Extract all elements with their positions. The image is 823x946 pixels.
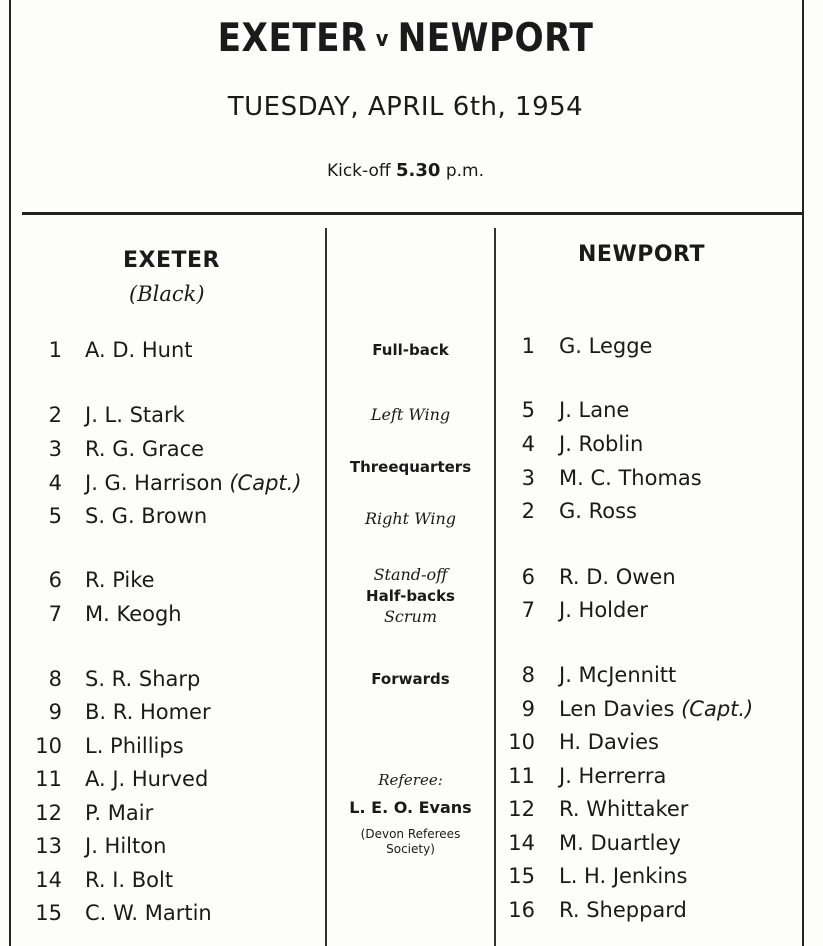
exeter-player-name: J. Hilton	[85, 834, 167, 858]
position-full-back: Full-back	[372, 341, 449, 359]
exeter-number: 9	[48, 700, 62, 724]
away-team-title: NEWPORT	[397, 16, 594, 61]
exeter-colour: (Black)	[129, 282, 205, 306]
kickoff-suffix: p.m.	[445, 161, 485, 181]
newport-number: 2	[521, 499, 535, 523]
newport-player-name: J. Roblin	[559, 432, 644, 456]
newport-player-name: J. Herrerra	[559, 764, 667, 788]
referee-society-line2: Society)	[386, 842, 435, 856]
referee-label: Referee:	[378, 771, 443, 789]
exeter-number: 14	[35, 868, 62, 892]
newport-number: 15	[508, 864, 535, 888]
newport-player-name: G. Legge	[559, 334, 653, 358]
newport-number: 1	[521, 334, 535, 358]
referee-society-line1: (Devon Referees	[360, 827, 461, 841]
exeter-player-name: J. L. Stark	[85, 403, 185, 427]
position-half-backs: Half-backs	[366, 587, 455, 605]
captain-note: (Capt.)	[229, 471, 302, 495]
captain-note: (Capt.)	[681, 697, 754, 721]
exeter-number: 6	[48, 568, 62, 592]
newport-player-name: J. Lane	[559, 398, 630, 422]
exeter-number: 1	[48, 338, 62, 362]
position-right-wing: Right Wing	[364, 509, 457, 528]
newport-number: 16	[508, 898, 535, 922]
exeter-player-name: P. Mair	[85, 801, 154, 825]
header-divider	[22, 212, 802, 215]
exeter-number: 12	[35, 801, 62, 825]
exeter-number: 13	[35, 834, 62, 858]
exeter-heading: EXETER	[123, 248, 220, 273]
newport-player-name: J. McJennitt	[559, 663, 677, 687]
referee-name: L. E. O. Evans	[349, 798, 472, 817]
exeter-number: 2	[48, 403, 62, 427]
exeter-player-name: R. Pike	[85, 568, 155, 592]
newport-number: 6	[521, 565, 535, 589]
home-team-title: EXETER	[217, 16, 367, 61]
newport-number: 9	[521, 697, 535, 721]
position-left-wing: Left Wing	[370, 405, 451, 424]
newport-number: 3	[521, 466, 535, 490]
exeter-player-name: M. Keogh	[85, 602, 182, 626]
position-stand-off: Stand-off	[373, 565, 448, 584]
newport-player-name: R. Sheppard	[559, 898, 687, 922]
exeter-number: 4	[48, 471, 62, 495]
newport-player-name: Len Davies	[559, 697, 675, 721]
newport-player-name: R. Whittaker	[559, 797, 689, 821]
exeter-player-name: R. I. Bolt	[85, 868, 174, 892]
exeter-number: 5	[48, 504, 62, 528]
page-border-right	[802, 0, 804, 946]
match-date: TUESDAY, APRIL 6th, 1954	[227, 92, 584, 122]
newport-player-name: L. H. Jenkins	[559, 864, 688, 888]
newport-number: 4	[521, 432, 535, 456]
exeter-player-name: J. G. Harrison	[85, 471, 223, 495]
newport-player-name: J. Holder	[559, 598, 648, 622]
exeter-player-name: S. G. Brown	[85, 504, 208, 528]
newport-number: 7	[521, 598, 535, 622]
newport-heading: NEWPORT	[578, 242, 705, 267]
newport-number: 8	[521, 663, 535, 687]
exeter-number: 10	[35, 734, 62, 758]
exeter-number: 8	[48, 667, 62, 691]
newport-player-row	[559, 697, 753, 721]
newport-number: 14	[508, 831, 535, 855]
exeter-number: 7	[48, 602, 62, 626]
exeter-player-name: R. G. Grace	[85, 437, 205, 461]
exeter-number: 15	[35, 901, 62, 925]
exeter-player-name: C. W. Martin	[85, 901, 212, 925]
position-forwards: Forwards	[371, 670, 450, 688]
newport-number: 10	[508, 730, 535, 754]
position-scrum: Scrum	[383, 607, 438, 626]
exeter-player-name: A. J. Hurved	[85, 767, 209, 791]
newport-player-name: H. Davies	[559, 730, 659, 754]
newport-player-name: R. D. Owen	[559, 565, 676, 589]
newport-number: 12	[508, 797, 535, 821]
exeter-player-name: B. R. Homer	[85, 700, 211, 724]
exeter-player-row	[85, 471, 302, 495]
exeter-player-name: L. Phillips	[85, 734, 184, 758]
newport-player-name: M. Duartley	[559, 831, 681, 855]
kickoff-time: 5.30	[396, 160, 441, 181]
kickoff-label: Kick-off	[326, 161, 391, 181]
newport-number: 5	[521, 398, 535, 422]
newport-number: 11	[508, 764, 535, 788]
newport-player-name: G. Ross	[559, 499, 638, 523]
exeter-player-name: S. R. Sharp	[85, 667, 201, 691]
exeter-player-name: A. D. Hunt	[85, 338, 193, 362]
versus-label: v	[375, 27, 389, 52]
newport-player-name: M. C. Thomas	[559, 466, 702, 490]
position-threequarters: Threequarters	[349, 458, 472, 476]
page-border-left	[9, 0, 11, 946]
exeter-number: 11	[35, 767, 62, 791]
exeter-number: 3	[48, 437, 62, 461]
match-title	[57, 16, 755, 61]
kickoff-line	[9, 160, 802, 181]
